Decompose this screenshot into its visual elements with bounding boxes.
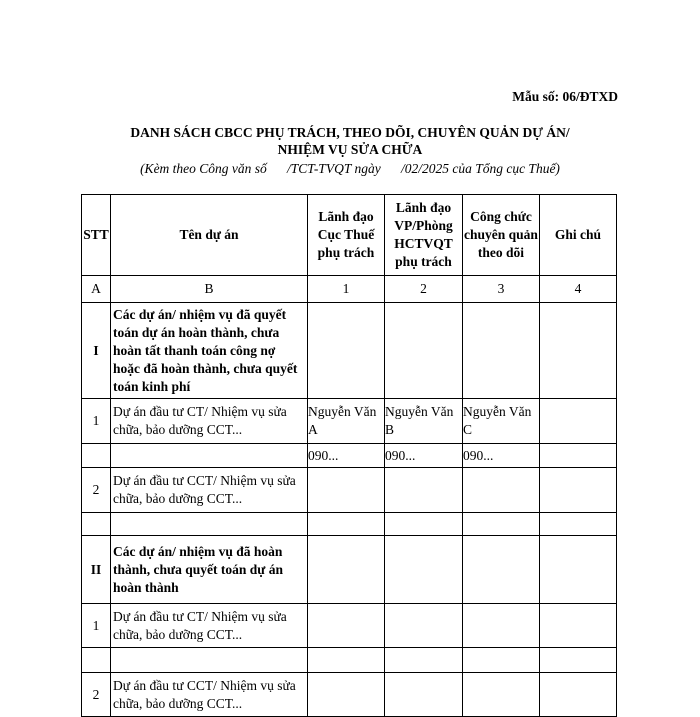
header-notes: Ghi chú (540, 195, 617, 276)
empty-cell (308, 513, 385, 536)
empty-cell (385, 303, 463, 399)
empty-cell (82, 444, 111, 468)
spacer-row (82, 648, 617, 673)
empty-cell (111, 648, 308, 673)
section-title: Các dự án/ nhiệm vụ đã quyết toán dự án hoàn thành, chưa hoàn tất thanh toán công nợ hoặc đã hoàn thành, chưa quyết toán kinh phí (111, 303, 308, 399)
index-cell: 4 (540, 276, 617, 303)
leader-tax-name: Nguyễn Văn A (308, 399, 385, 444)
empty-cell (385, 648, 463, 673)
index-cell: 3 (463, 276, 540, 303)
empty-cell (463, 648, 540, 673)
section-row-2 (82, 536, 617, 604)
empty-cell (308, 303, 385, 399)
empty-cell (308, 673, 385, 717)
index-cell: 1 (308, 276, 385, 303)
spacer-row (82, 513, 617, 536)
empty-cell (385, 536, 463, 604)
row-number: 2 (82, 468, 111, 513)
phone-row (82, 444, 617, 468)
table-row (82, 468, 617, 513)
index-row (82, 276, 617, 303)
empty-cell (540, 444, 617, 468)
project-name: Dự án đầu tư CT/ Nhiệm vụ sửa chữa, bảo dưỡng CCT... (111, 604, 308, 648)
notes-cell (540, 399, 617, 444)
officer-phone: 090... (463, 444, 540, 468)
empty-cell (540, 648, 617, 673)
empty-cell (82, 513, 111, 536)
header-leader-tax-dept: Lãnh đạo Cục Thuế phụ trách (308, 195, 385, 276)
table-row (82, 673, 617, 717)
leader-office-name: Nguyễn Văn B (385, 399, 463, 444)
empty-cell (463, 513, 540, 536)
empty-cell (463, 604, 540, 648)
header-row (82, 195, 617, 276)
table-row (82, 604, 617, 648)
empty-cell (540, 468, 617, 513)
empty-cell (540, 513, 617, 536)
empty-cell (463, 536, 540, 604)
table-row (82, 399, 617, 444)
header-leader-office: Lãnh đạo VP/Phòng HCTVQT phụ trách (385, 195, 463, 276)
empty-cell (308, 468, 385, 513)
header-stt: STT (82, 195, 111, 276)
index-cell: B (111, 276, 308, 303)
row-number: 1 (82, 604, 111, 648)
index-cell: A (82, 276, 111, 303)
empty-cell (463, 303, 540, 399)
empty-cell (308, 648, 385, 673)
empty-cell (540, 536, 617, 604)
project-name: Dự án đầu tư CCT/ Nhiệm vụ sửa chữa, bảo dưỡng CCT... (111, 468, 308, 513)
empty-cell (463, 468, 540, 513)
empty-cell (111, 444, 308, 468)
empty-cell (308, 604, 385, 648)
document-title-line2: NHIỆM VỤ SỬA CHỮA (277, 142, 423, 157)
section-number: I (82, 303, 111, 399)
section-number: II (82, 536, 111, 604)
section-title: Các dự án/ nhiệm vụ đã hoàn thành, chưa quyết toán dự án hoàn thành (111, 536, 308, 604)
document-subtitle: (Kèm theo Công văn số /TCT-TVQT ngày /02/2025 của Tổng cục Thuế) (140, 161, 560, 176)
empty-cell (385, 604, 463, 648)
empty-cell (385, 468, 463, 513)
leader-tax-phone: 090... (308, 444, 385, 468)
empty-cell (540, 303, 617, 399)
empty-cell (540, 673, 617, 717)
document-title-line1: DANH SÁCH CBCC PHỤ TRÁCH, THEO DÕI, CHUYÊN QUẢN DỰ ÁN/ (130, 125, 570, 140)
empty-cell (463, 673, 540, 717)
index-cell: 2 (385, 276, 463, 303)
project-name: Dự án đầu tư CT/ Nhiệm vụ sửa chữa, bảo dưỡng CCT... (111, 399, 308, 444)
header-project-name: Tên dự án (111, 195, 308, 276)
officer-name: Nguyễn Văn C (463, 399, 540, 444)
row-number: 1 (82, 399, 111, 444)
empty-cell (308, 536, 385, 604)
empty-cell (111, 513, 308, 536)
leader-office-phone: 090... (385, 444, 463, 468)
project-name: Dự án đầu tư CCT/ Nhiệm vụ sửa chữa, bảo dưỡng CCT... (111, 673, 308, 717)
assignment-table (81, 194, 617, 717)
empty-cell (385, 673, 463, 717)
empty-cell (82, 648, 111, 673)
section-row-1 (82, 303, 617, 399)
empty-cell (385, 513, 463, 536)
header-officer: Công chức chuyên quản theo dõi (463, 195, 540, 276)
empty-cell (540, 604, 617, 648)
row-number: 2 (82, 673, 111, 717)
form-code: Mẫu số: 06/ĐTXD (512, 89, 618, 104)
